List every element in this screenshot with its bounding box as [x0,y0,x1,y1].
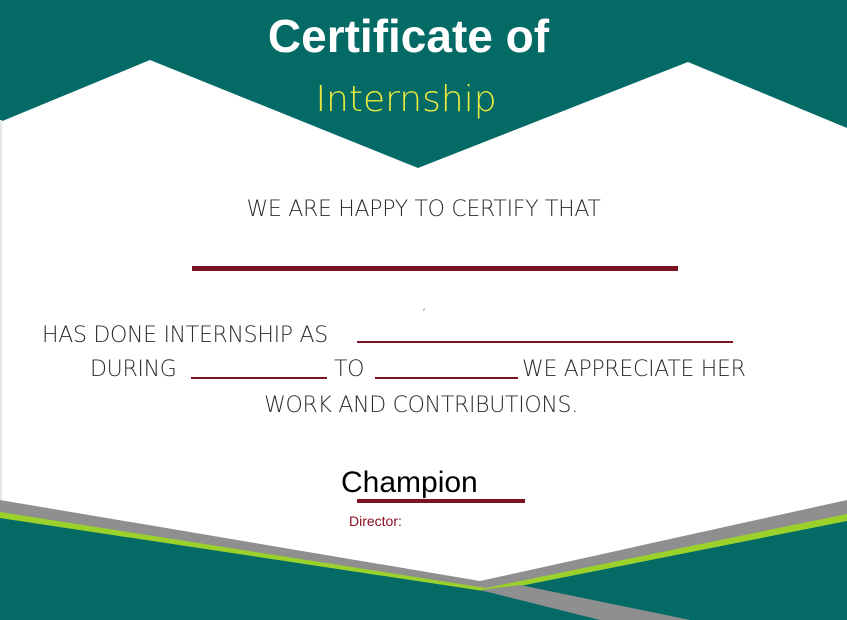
certificate-title: Certificate of [267,10,550,62]
certificate-subtitle: Internship [315,79,497,120]
signature-line [357,499,525,503]
end-date-blank-line [375,377,518,379]
to-text: TO [334,357,365,382]
start-date-blank-line [191,377,327,379]
director-label: Director: [349,513,402,529]
tick-mark: ˏ [421,300,426,311]
name-blank-line [192,266,678,271]
role-blank-line [357,341,733,343]
signature: Champion [341,466,478,499]
certify-statement: WE ARE HAPPY TO CERTIFY THAT [246,197,601,222]
internship-role-text: HAS DONE INTERNSHIP AS [42,323,328,348]
appreciate-text: WE APPRECIATE HER [522,357,746,382]
contributions-text: WORK AND CONTRIBUTIONS. [264,393,578,418]
during-text: DURING [90,357,177,382]
